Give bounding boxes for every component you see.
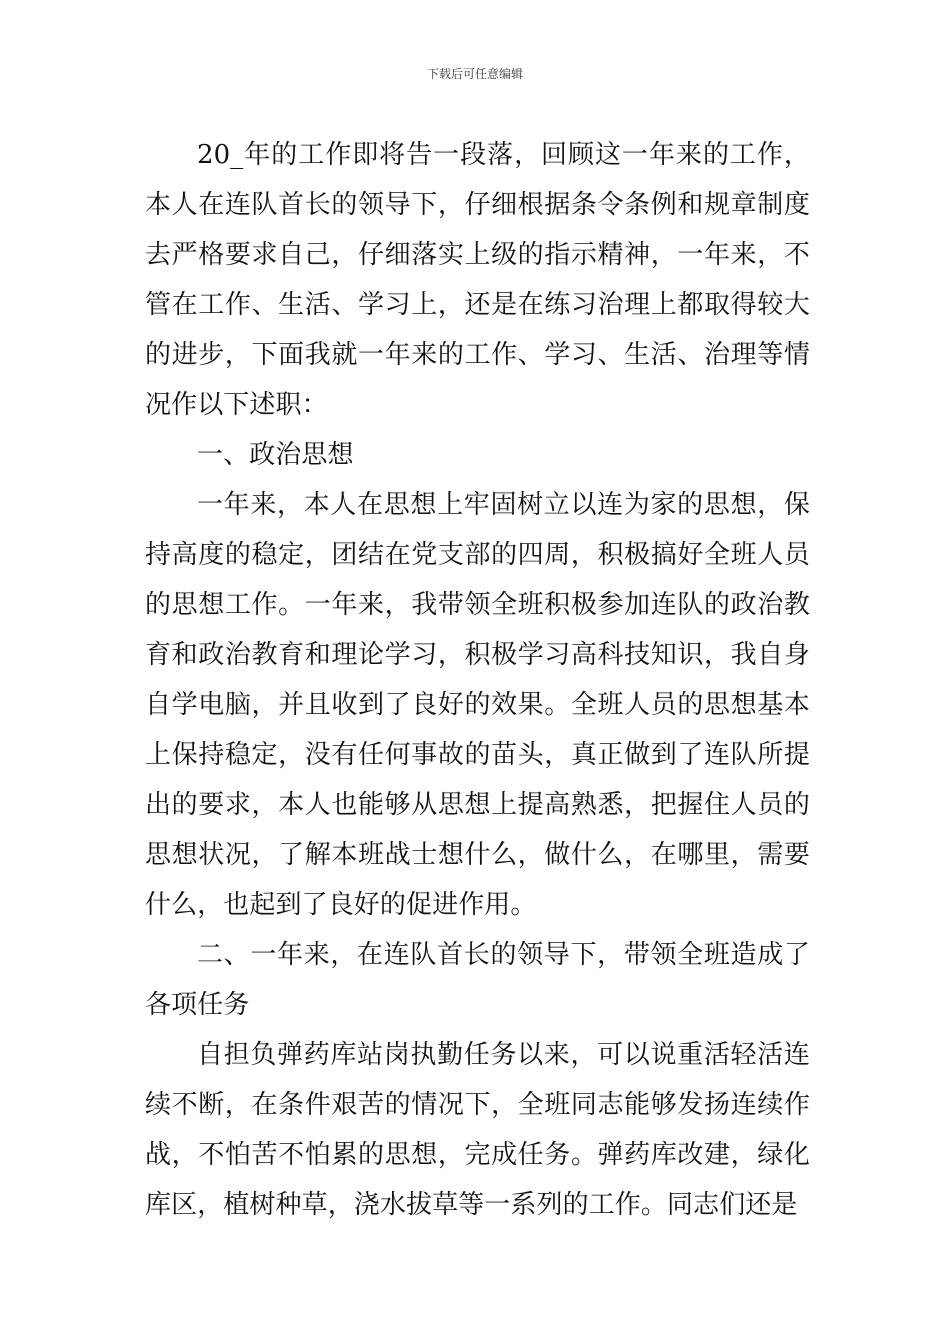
paragraph-intro: 20_年的工作即将告一段落，回顾这一年来的工作，本人在连队首长的领导下，仔细根据条令条例和规章制度去严格要求自己，仔细落实上级的指示精神，一年来，不管在工作、生活、学习上，还是在练习治理上都取得较大的进步，下面我就一年来的工作、学习、生活、治理等情况作以下述职：: [145, 140, 810, 420]
document-body: [145, 130, 810, 1230]
header-note: 下载后可任意编辑: [426, 67, 523, 81]
paragraph-tasks: 自担负弹药库站岗执勤任务以来，可以说重活轻活连续不断，在条件艰苦的情况下，全班同志能够发扬连续作战，不怕苦不怕累的思想，完成任务。弹药库改建，绿化库区，植树种草，浇水拔草等一系列的工作。同志们还是: [145, 1040, 810, 1220]
section-heading-tasks: 二、一年来，在连队首长的领导下，带领全班造成了各项任务: [145, 940, 810, 1020]
section-heading-political-thought: 一、政治思想: [197, 440, 354, 470]
paragraph-political-thought: 一年来，本人在思想上牢固树立以连为家的思想，保持高度的稳定，团结在党支部的四周，积极搞好全班人员的思想工作。一年来，我带领全班积极参加连队的政治教育和政治教育和理论学习，积极学习高科技知识，我自身自学电脑，并且收到了良好的效果。全班人员的思想基本上保持稳定，没有任何事故的苗头，真正做到了连队所提出的要求，本人也能够从思想上提高熟悉，把握住人员的思想状况，了解本班战士想什么，做什么，在哪里，需要什么，也起到了良好的促进作用。: [145, 490, 810, 920]
